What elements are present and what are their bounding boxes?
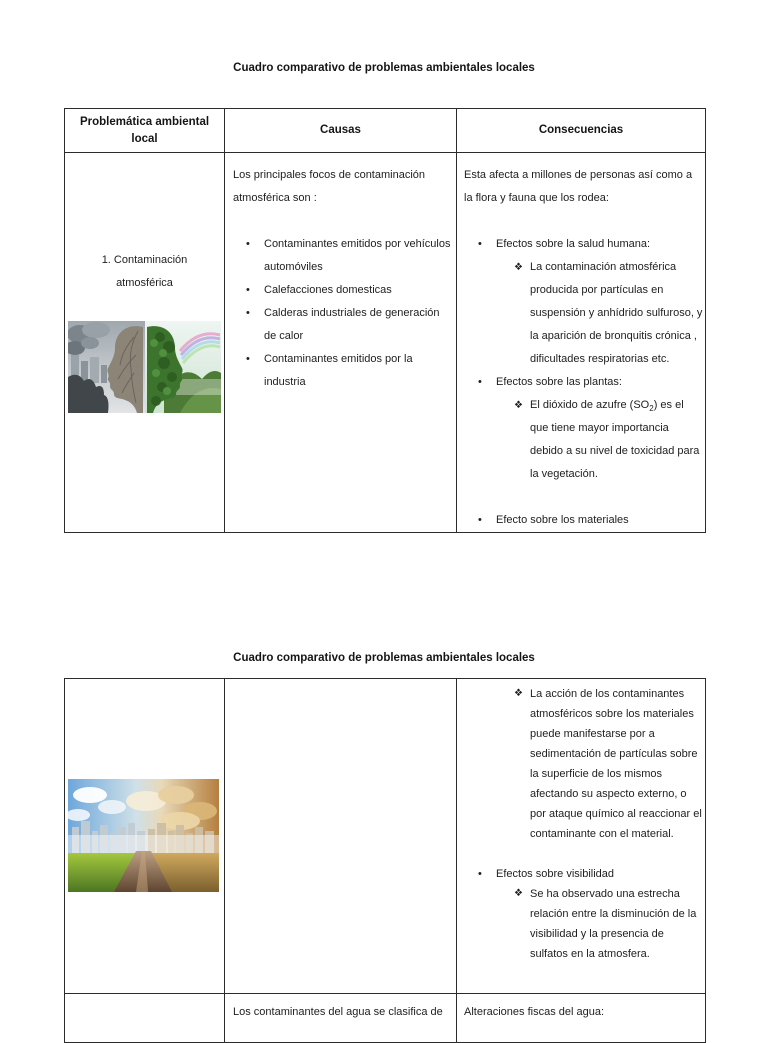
- materials-effects-item: • Efecto sobre los materiales: [464, 509, 703, 532]
- header-cell-causes: Causas: [225, 109, 457, 153]
- water-causes-cell: Los contaminantes del agua se clasifica de: [225, 994, 457, 1043]
- consequences-cell: [457, 153, 706, 533]
- bullet-icon: •: [478, 514, 482, 526]
- table-row: [65, 679, 706, 994]
- city-crossroad-climate-image: [68, 779, 219, 895]
- bullet-icon: •: [246, 284, 250, 296]
- table-header-row: [65, 109, 706, 153]
- problem-cell: [65, 153, 225, 533]
- bullet-icon: •: [478, 238, 482, 250]
- page-title: Cuadro comparativo de problemas ambientales locales: [233, 62, 535, 74]
- plants-effects-item: • Efectos sobre las plantas:: [464, 371, 703, 394]
- cause-item: • Calefacciones domesticas: [233, 279, 452, 302]
- materials-detail-item: ❖ La acción de los contaminantes atmosféricos sobre los materiales puede manifestarse por a sedimentación de partículas sobre la superficie de los mismos afectando su aspecto externo, o por ataque químico al reaccionar el contaminante con el material.: [464, 684, 703, 844]
- visibility-detail-item: ❖ Se ha observado una estrecha relación entre la disminución de la visibilidad y la presencia de sulfatos en la atmosfera.: [464, 884, 703, 964]
- water-problem-cell: [65, 994, 225, 1043]
- table-row: [65, 153, 706, 533]
- page-title: Cuadro comparativo de problemas ambientales locales: [233, 652, 535, 664]
- causes-list: [233, 233, 452, 394]
- comparison-table-page1: [64, 108, 706, 533]
- consequences-cell-continued: [457, 679, 706, 994]
- bullet-icon: •: [478, 376, 482, 388]
- plants-detail-item: ❖ El dióxido de azufre $(SO_2)$ es el que tiene mayor importancia debido a su nivel de toxicidad para la vegetación.: [464, 394, 703, 486]
- health-detail-item: ❖ La contaminación atmosférica producida por partículas en suspensión y anhídrido sulfuroso, y la aparición de bronquitis crónica , dificultades respiratorias etc.: [464, 256, 703, 371]
- table-row: [65, 994, 706, 1043]
- bullet-icon: •: [246, 238, 250, 250]
- bullet-icon: •: [246, 353, 250, 365]
- comparison-table-page2: [64, 678, 706, 1043]
- problem-label: 1. Contaminación atmosférica: [101, 254, 188, 289]
- diamond-bullet-icon: ❖: [514, 888, 523, 899]
- diamond-bullet-icon: ❖: [514, 262, 523, 273]
- header-cell-consequences: Consecuencias: [457, 109, 706, 153]
- visibility-effects-item: • Efectos sobre visibilidad: [464, 864, 703, 884]
- nature-vs-pollution-face-image: [68, 321, 221, 416]
- causes-intro: Los principales focos de contaminación atmosférica son :: [233, 169, 426, 204]
- so2-subscript: 2: [649, 404, 654, 414]
- diamond-bullet-icon: ❖: [514, 400, 523, 411]
- consequences-intro: Esta afecta a millones de personas así como a la flora y fauna que los rodea:: [464, 169, 693, 204]
- water-consequences-cell: Alteraciones fiscas del agua:: [457, 994, 706, 1043]
- problem-cell-continued: [65, 679, 225, 994]
- cause-item: • Calderas industriales de generación de calor: [233, 302, 452, 348]
- cause-item: • Contaminantes emitidos por vehículos automóviles: [233, 233, 452, 279]
- diamond-bullet-icon: ❖: [514, 688, 523, 699]
- bullet-icon: •: [246, 307, 250, 319]
- health-effects-item: • Efectos sobre la salud humana:: [464, 233, 703, 256]
- causes-cell: [225, 153, 457, 533]
- header-cell-problem: Problemática ambiental local: [65, 109, 225, 153]
- causes-cell-empty: [225, 679, 457, 994]
- cause-item: • Contaminantes emitidos por la industria: [233, 348, 452, 394]
- bullet-icon: •: [478, 868, 482, 880]
